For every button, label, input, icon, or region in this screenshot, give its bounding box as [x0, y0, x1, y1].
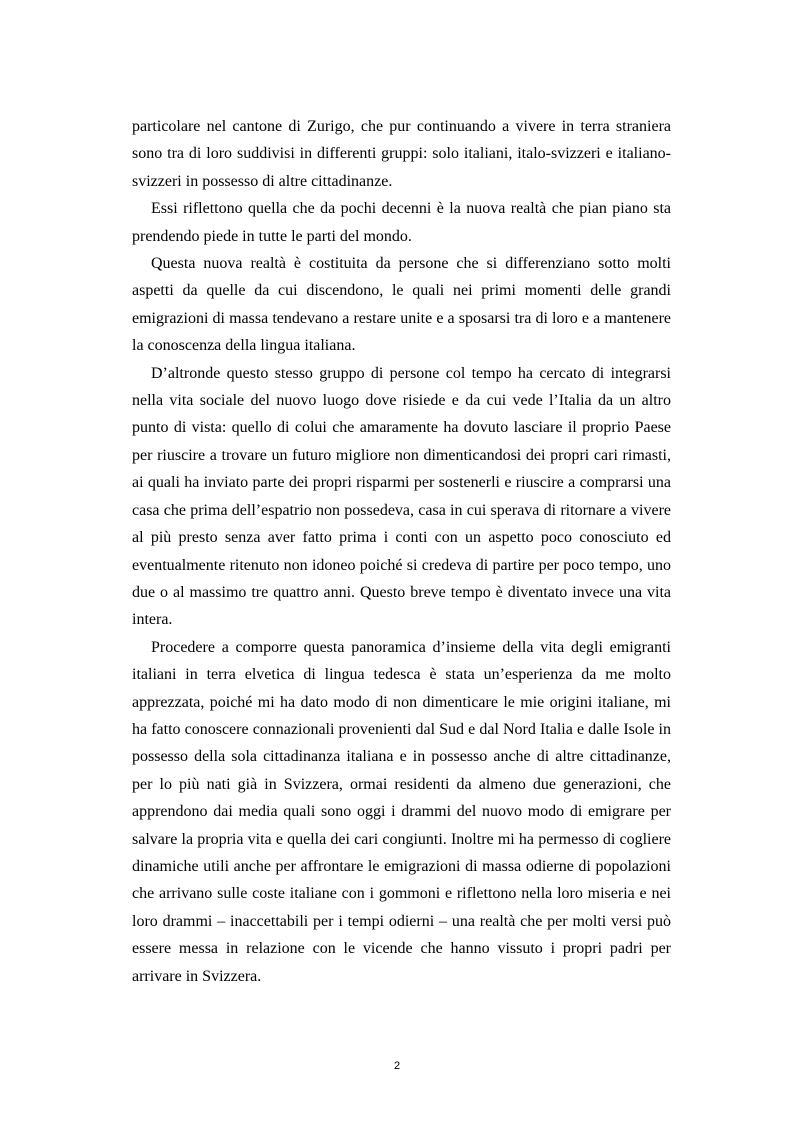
paragraph-1: particolare nel cantone di Zurigo, che pur continuando a vivere in terra straniera sono tra di loro suddivisi in differenti gruppi: solo italiani, italo-svizzeri e italiano-svizzeri in possesso di altre cittadinanze. [132, 118, 671, 190]
body-text [132, 113, 671, 990]
paragraph-5: Procedere a comporre questa panoramica d’insieme della vita degli emigranti italiani in terra elvetica di lingua tedesca è stata un’esperienza da me molto apprezzata, poiché mi ha dato modo di non dimenticare le mie origini italiane, mi ha fatto conoscere connazionali provenienti dal Sud e dal Nord Italia e dalle Isole in possesso della sola cittadinanza italiana e in possesso anche di altre cittadinanze, per lo più nati già in Svizzera, ormai residenti da almeno due generazioni, che apprendono dai media quali sono oggi i drammi del nuovo modo di emigrare per salvare la propria vita e quella dei cari congiunti. Inoltre mi ha permesso di cogliere dinamiche utili anche per affrontare le emigrazioni di massa odierne di popolazioni che arrivano sulle coste italiane con i gommoni e riflettono nella loro miseria e nei loro drammi – inaccettabili per i tempi odierni – una realtà che per molti versi può essere messa in relazione con le vicende che hanno vissuto i propri padri per arrivare in Svizzera. [132, 638, 671, 985]
paragraph-2: Essi riflettono quella che da pochi decenni è la nuova realtà che pian piano sta prendendo piede in tutte le parti del mondo. [132, 200, 671, 245]
paragraph-3: Questa nuova realtà è costituita da persone che si differenziano sotto molti aspetti da quelle da cui discendono, le quali nei primi momenti delle grandi emigrazioni di massa tendevano a restare unite e a sposarsi tra di loro e a mantenere la conoscenza della lingua italiana. [132, 255, 671, 355]
paragraph-4: D’altronde questo stesso gruppo di persone col tempo ha cercato di integrarsi nella vita sociale del nuovo luogo dove risiede e da cui vede l’Italia da un altro punto di vista: quello di colui che amaramente ha dovuto lasciare il proprio Paese per riuscire a trovare un futuro migliore non dimenticandosi dei propri cari rimasti, ai quali ha inviato parte dei propri risparmi per sostenerli e riuscire a comprarsi una casa che prima dell’espatrio non possedeva, casa in cui sperava di ritornare a vivere al più presto senza aver fatto prima i conti con un aspetto poco conosciuto ed eventualmente ritenuto non idoneo poiché si credeva di partire per poco tempo, uno due o al massimo tre quattro anni. Questo breve tempo è diventato invece una vita intera. [132, 364, 671, 629]
page-number: 2 [393, 1060, 401, 1072]
